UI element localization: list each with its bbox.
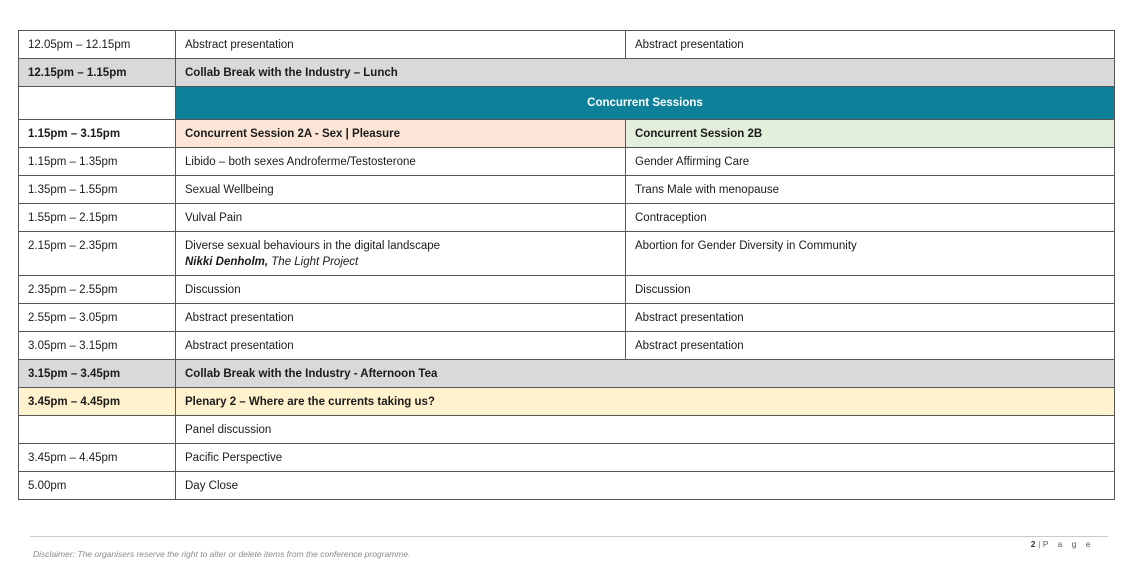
session-b-cell: Abstract presentation <box>626 332 1115 360</box>
session-a-cell: Discussion <box>176 276 626 304</box>
session-title: Diverse sexual behaviours in the digital landscape <box>185 240 441 252</box>
table-row <box>19 31 1115 59</box>
table-row-day-close <box>19 472 1115 500</box>
speaker-line <box>185 254 616 270</box>
page-word: P a g e <box>1042 539 1094 549</box>
time-cell: 1.55pm – 2.15pm <box>19 204 176 232</box>
page-number <box>1031 539 1094 549</box>
schedule-table <box>18 30 1115 500</box>
time-cell: 2.35pm – 2.55pm <box>19 276 176 304</box>
speaker-name: Nikki Denholm, <box>185 256 269 268</box>
plenary-cell: Plenary 2 – Where are the currents taking us? <box>176 388 1115 416</box>
table-row <box>19 176 1115 204</box>
session-cell: Pacific Perspective <box>176 444 1115 472</box>
table-row <box>19 304 1115 332</box>
time-cell: 1.15pm – 3.15pm <box>19 120 176 148</box>
session-a-cell: Vulval Pain <box>176 204 626 232</box>
time-cell: 1.15pm – 1.35pm <box>19 148 176 176</box>
session-2a-header-cell: Concurrent Session 2A - Sex | Pleasure <box>176 120 626 148</box>
table-row-plenary <box>19 388 1115 416</box>
table-row-afternoon-tea-break <box>19 360 1115 388</box>
session-b-cell: Contraception <box>626 204 1115 232</box>
session-a-cell: Abstract presentation <box>176 332 626 360</box>
table-row-with-speaker <box>19 232 1115 276</box>
time-cell: 5.00pm <box>19 472 176 500</box>
table-row <box>19 204 1115 232</box>
table-row <box>19 332 1115 360</box>
table-row-session-headers <box>19 120 1115 148</box>
session-a-cell: Abstract presentation <box>176 31 626 59</box>
table-row <box>19 416 1115 444</box>
break-cell: Collab Break with the Industry - Afternoon Tea <box>176 360 1115 388</box>
page-number-value: 2 <box>1030 539 1037 549</box>
session-2b-header-cell: Concurrent Session 2B <box>626 120 1115 148</box>
time-cell <box>19 87 176 120</box>
session-b-cell: Gender Affirming Care <box>626 148 1115 176</box>
session-b-cell: Abstract presentation <box>626 31 1115 59</box>
table-row <box>19 148 1115 176</box>
session-a-cell: Sexual Wellbeing <box>176 176 626 204</box>
time-cell: 2.55pm – 3.05pm <box>19 304 176 332</box>
speaker-affiliation: The Light Project <box>268 256 359 268</box>
session-cell: Panel discussion <box>176 416 1115 444</box>
time-cell: 1.35pm – 1.55pm <box>19 176 176 204</box>
time-cell: 12.15pm – 1.15pm <box>19 59 176 87</box>
session-b-cell: Abstract presentation <box>626 304 1115 332</box>
time-cell: 3.45pm – 4.45pm <box>19 388 176 416</box>
page-number-separator: | <box>1038 539 1041 549</box>
session-cell: Day Close <box>176 472 1115 500</box>
break-cell: Collab Break with the Industry – Lunch <box>176 59 1115 87</box>
time-cell: 2.15pm – 2.35pm <box>19 232 176 276</box>
table-row-lunch-break <box>19 59 1115 87</box>
time-cell: 3.15pm – 3.45pm <box>19 360 176 388</box>
concurrent-sessions-banner: Concurrent Sessions <box>176 87 1115 120</box>
session-b-cell: Discussion <box>626 276 1115 304</box>
footer-divider <box>30 536 1108 537</box>
disclaimer-text: Disclaimer: The organisers reserve the right to alter or delete items from the conference programme. <box>33 549 411 559</box>
table-row <box>19 444 1115 472</box>
table-row <box>19 276 1115 304</box>
table-row-concurrent-sessions-header <box>19 87 1115 120</box>
time-cell: 12.05pm – 12.15pm <box>19 31 176 59</box>
session-a-cell <box>176 232 626 276</box>
time-cell <box>19 416 176 444</box>
session-a-cell: Libido – both sexes Androferme/Testosterone <box>176 148 626 176</box>
session-b-cell: Abortion for Gender Diversity in Community <box>626 232 1115 276</box>
time-cell: 3.45pm – 4.45pm <box>19 444 176 472</box>
time-cell: 3.05pm – 3.15pm <box>19 332 176 360</box>
session-a-cell: Abstract presentation <box>176 304 626 332</box>
session-b-cell: Trans Male with menopause <box>626 176 1115 204</box>
